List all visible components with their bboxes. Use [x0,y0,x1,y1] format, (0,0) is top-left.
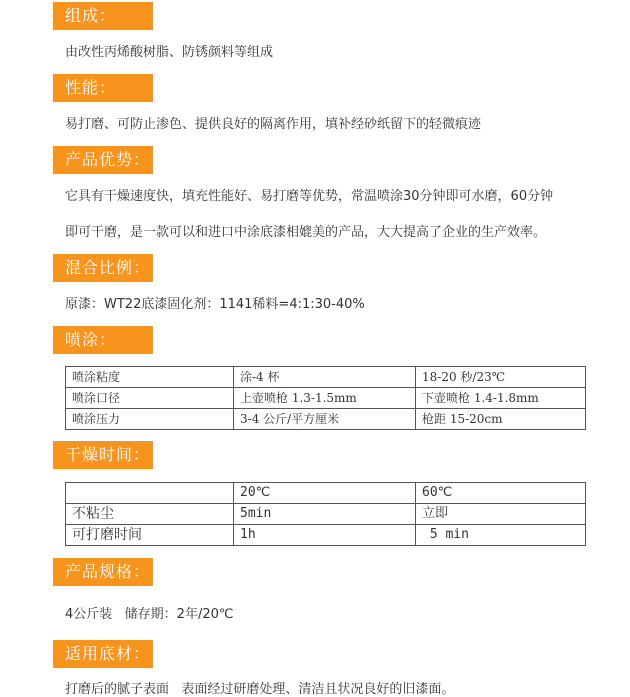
substrate-text: 打磨后的腻子表面 表面经过研磨处理、清洁且状况良好的旧漆面。 [65,682,455,697]
table-cell: 不粘尘 [66,504,234,525]
table-cell: 可打磨时间 [66,525,234,546]
table-header-cell: 60℃ [416,483,586,504]
table-header-cell [66,483,234,504]
composition-text: 由改性丙烯酸树脂、防锈颜料等组成 [65,45,274,60]
table-cell: 上壶喷枪 1.3-1.5mm [234,388,416,409]
section-title-substrate: 适用底材： [53,640,153,668]
advantages-text-line1: 它具有干燥速度快，填充性能好、易打磨等优势，常温喷涂30分钟即可水磨，60分钟 [65,189,554,204]
table-cell: 下壶喷枪 1.4-1.8mm [416,388,586,409]
performance-text: 易打磨、可防止渗色、提供良好的隔离作用，填补经砂纸留下的轻微痕迹 [65,117,482,132]
section-title-performance: 性能： [53,74,153,102]
table-cell: 5min [234,504,416,525]
table-row [66,388,586,409]
table-header-row [66,483,586,504]
section-title-spec: 产品规格： [53,558,153,586]
table-cell: 喷涂粘度 [66,367,234,388]
table-cell: 枪距 15-20cm [416,409,586,430]
section-title-advantages: 产品优势： [53,146,153,174]
table-header-cell: 20℃ [234,483,416,504]
spraying-table [65,366,586,430]
drying-table [65,482,586,546]
table-row [66,367,586,388]
table-cell: 立即 [416,504,586,525]
table-cell: 3-4 公斤/平方厘米 [234,409,416,430]
table-row [66,525,586,546]
table-cell: 喷涂压力 [66,409,234,430]
table-cell: 1h [234,525,416,546]
table-cell: 喷涂口径 [66,388,234,409]
section-title-spraying: 喷涂： [53,326,153,354]
table-row [66,409,586,430]
table-row [66,504,586,525]
section-title-mixing: 混合比例： [53,254,153,282]
mixing-ratio-text: 原漆：WT22底漆固化剂：1141稀料=4:1:30-40% [65,297,365,312]
table-cell: 涂-4 杯 [234,367,416,388]
table-cell: 5 min [416,525,586,546]
section-title-drying: 干燥时间： [53,441,153,469]
section-title-composition: 组成： [53,2,153,30]
advantages-text-line2: 即可干磨，是一款可以和进口中涂底漆相媲美的产品，大大提高了企业的生产效率。 [65,225,547,240]
table-cell: 18-20 秒/23℃ [416,367,586,388]
spec-text: 4公斤装 储存期：2年/20℃ [65,607,234,622]
